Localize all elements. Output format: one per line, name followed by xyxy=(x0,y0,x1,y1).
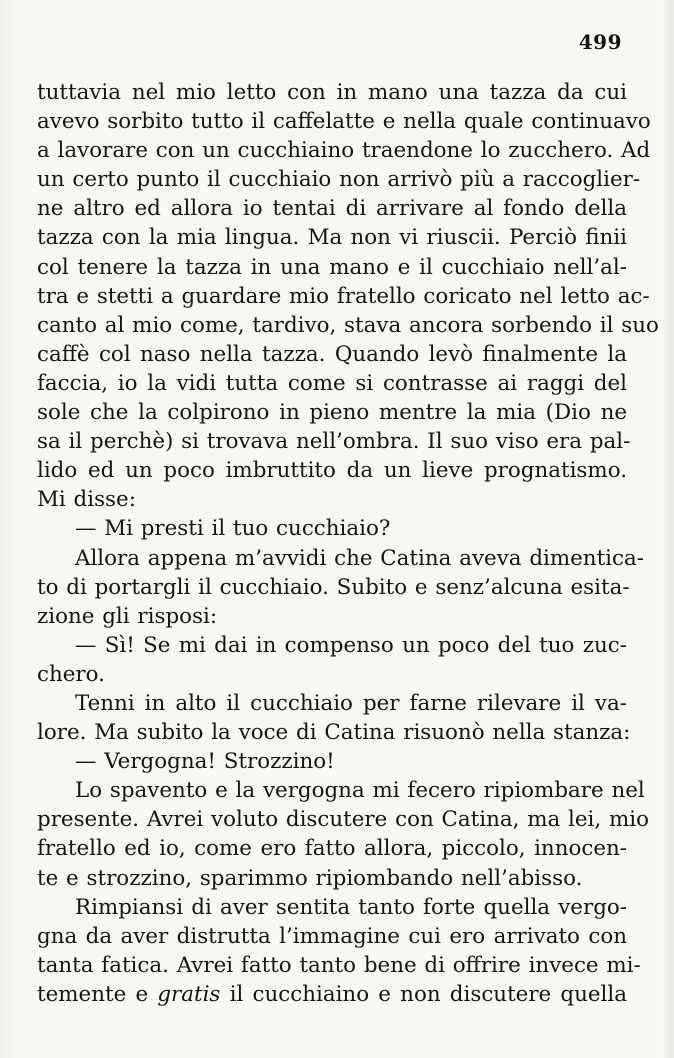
text-line: fratello ed io, come ero fatto allora, piccolo, innocen- xyxy=(37,836,627,862)
text-line: zione gli risposi: xyxy=(37,603,218,629)
body-text xyxy=(37,78,659,1009)
text-line: lore. Ma subito la voce di Catina risuonò nella stanza: xyxy=(37,720,631,746)
text-line: chero. xyxy=(37,661,105,687)
text-line: tra e stetti a guardare mio fratello coricato nel letto ac- xyxy=(37,283,650,309)
text-line: a lavorare con un cucchiaino traendone lo zucchero. Ad xyxy=(37,138,651,164)
dialogue-line: — Sì! Se mi dai in compenso un poco del tuo zuc- xyxy=(75,632,627,658)
text-line: un certo punto il cucchiaio non arrivò più a raccoglier- xyxy=(37,167,641,193)
page-number: 499 xyxy=(578,30,622,54)
text-line: tuttavia nel mio letto con in mano una tazza da cui xyxy=(37,80,627,105)
text-line: to di portargli il cucchiaio. Subito e senz’alcuna esita- xyxy=(37,574,630,600)
text-line: tazza con la mia lingua. Ma non vi riuscii. Perciò finii xyxy=(37,225,627,251)
text-line: Mi disse: xyxy=(37,487,136,513)
text-line: lido ed un poco imbruttito da un lieve prognatismo. xyxy=(37,458,627,484)
text-line: Allora appena m’avvidi che Catina aveva dimentica- xyxy=(75,545,644,571)
text-line: avevo sorbito tutto il caffelatte e nella quale continuavo xyxy=(37,109,651,135)
text-line: sole che la colpirono in pieno mentre la mia (Dio ne xyxy=(37,400,627,426)
text-line xyxy=(37,980,627,1009)
text-line: Rimpiansi di aver sentita tanto forte quella vergo- xyxy=(75,894,627,920)
text-line: presente. Avrei voluto discutere con Catina, ma lei, mio xyxy=(37,807,649,833)
text-line: canto al mio come, tardivo, stava ancora sorbendo il suo xyxy=(37,312,659,338)
text-line: sa il perchè) si trovava nell’ombra. Il suo viso era pal- xyxy=(37,429,631,455)
text-line: faccia, io la vidi tutta come si contrasse ai raggi del xyxy=(37,370,627,396)
text-line: Tenni in alto il cucchiaio per farne rilevare il va- xyxy=(75,690,627,716)
text-line: caffè col naso nella tazza. Quando levò finalmente la xyxy=(37,341,627,367)
dialogue-line: — Vergogna! Strozzino! xyxy=(75,749,335,775)
text-line: gna da aver distrutta l’immagine cui ero arrivato con xyxy=(37,923,627,949)
text-line: ne altro ed allora io tentai di arrivare al fondo della xyxy=(37,196,627,222)
text-line: Lo spavento e la vergogna mi fecero ripiombare nel xyxy=(75,778,645,804)
text-line: tanta fatica. Avrei fatto tanto bene di offrire invece mi- xyxy=(37,952,641,978)
text-line: col tenere la tazza in una mano e il cucchiaio nell’al- xyxy=(37,254,627,280)
text-segment: il cucchiaino e non discutere quella xyxy=(220,981,627,1007)
dialogue-line: — Mi presti il tuo cucchiaio? xyxy=(75,516,391,542)
italic-word: gratis xyxy=(157,981,221,1007)
text-line: te e strozzino, sparimmo ripiombando nell’abisso. xyxy=(37,865,583,891)
text-segment: temente e xyxy=(37,981,158,1007)
